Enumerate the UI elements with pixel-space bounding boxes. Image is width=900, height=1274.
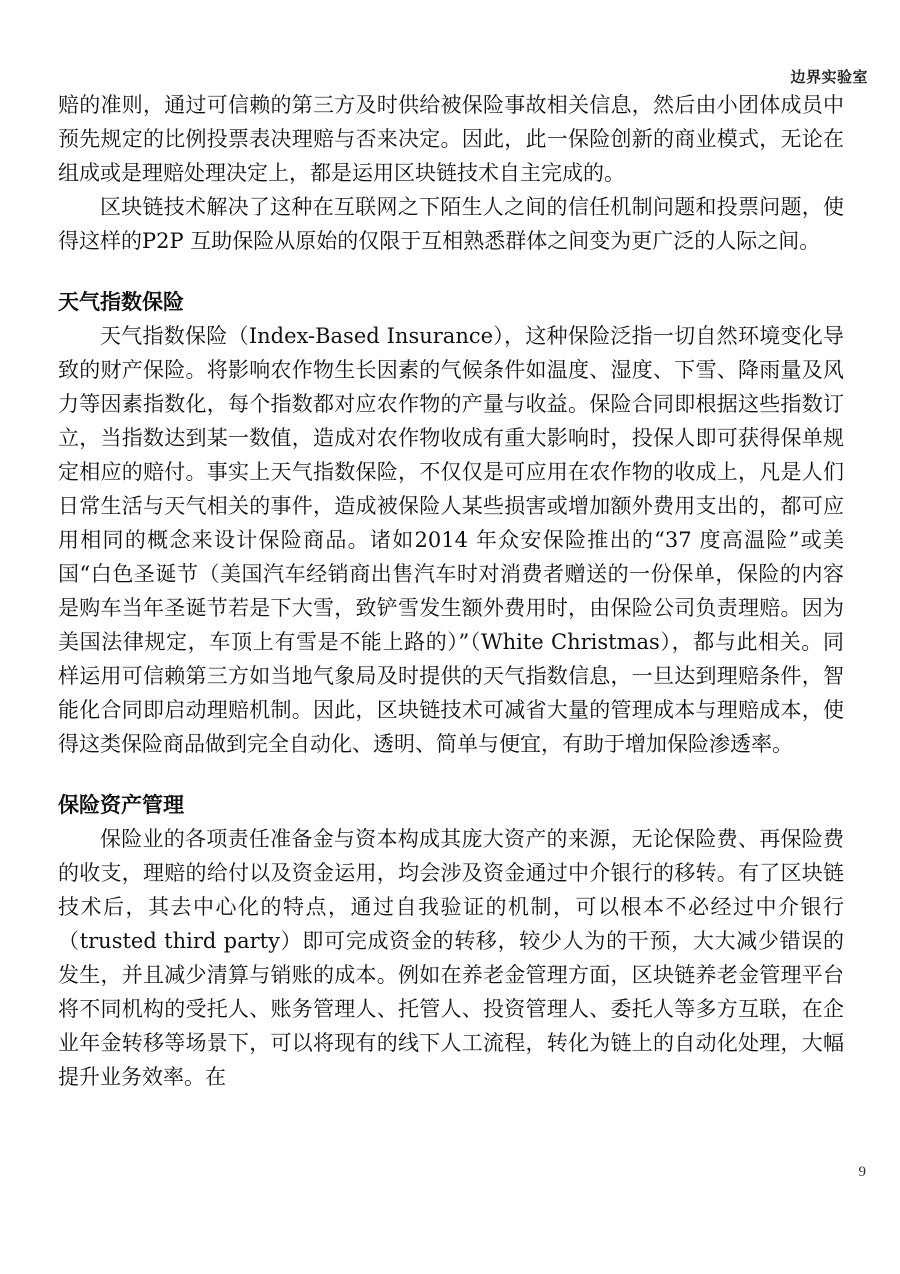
spacer	[58, 761, 844, 788]
document-body	[58, 88, 844, 1094]
paragraph-blockchain-trust: 区块链技术解决了这种在互联网之下陌生人之间的信任机制问题和投票问题，使得这样的P2P 互助保险从原始的仅限于互相熟悉群体之间变为更广泛的人际之间。	[58, 195, 844, 253]
section-heading-weather-index: 天气指数保险	[58, 290, 184, 314]
section-heading-asset-management: 保险资产管理	[58, 793, 184, 817]
spacer	[58, 258, 844, 285]
paragraph-weather-index: 天气指数保险（Index-Based Insurance），这种保险泛指一切自然环境变化导致的财产保险。将影响农作物生长因素的气候条件如温度、湿度、下雪、降雨量及风力等因素指数化，每个指数都对应农作物的产量与收益。保险合同即根据这些指数订立，当指数达到某一数值，造成对农作物收成有重大影响时，投保人即可获得保单规定相应的赔付。事实上天气指数保险，不仅仅是可应用在农作物的收成上，凡是人们日常生活与天气相关的事件，造成被保险人某些损害或增加额外费用支出的，都可应用相同的概念来设计保险商品。诸如2014 年众安保险推出的“37 度高温险”或美国“白色圣诞节（美国汽车经销商出售汽车时对消费者赠送的一份保单，保险的内容是购车当年圣诞节若是下大雪，致铲雪发生额外费用时，由保险公司负责理赔。因为美国法律规定，车顶上有雪是不能上路的）”（White Christmas），都与此相关。同样运用可信赖第三方如当地气象局及时提供的天气指数信息，一旦达到理赔条件，智能化合同即启动理赔机制。因此，区块链技术可减省大量的管理成本与理赔成本，使得这类保险商品做到完全自动化、透明、简单与便宜，有助于增加保险渗透率。	[58, 324, 844, 756]
page-number: 9	[858, 1164, 866, 1180]
paragraph-continued: 赔的准则，通过可信赖的第三方及时供给被保险事故相关信息，然后由小团体成员中预先规定的比例投票表决理赔与否来决定。因此，此一保险创新的商业模式，无论在组成或是理赔处理决定上，都是运用区块链技术自主完成的。	[58, 93, 844, 185]
paragraph-asset-management: 保险业的各项责任准备金与资本构成其庞大资产的来源，无论保险费、再保险费的收支，理赔的给付以及资金运用，均会涉及资金通过中介银行的移转。有了区块链技术后，其去中心化的特点，通过自我验证的机制，可以根本不必经过中介银行（trusted third party）即可完成资金的转移，较少人为的干预，大大减少错误的发生，并且减少清算与销账的成本。例如在养老金管理方面，区块链养老金管理平台将不同机构的受托人、账务管理人、托管人、投资管理人、委托人等多方互联，在企业年金转移等场景下，可以将现有的线下人工流程，转化为链上的自动化处理，大幅提升业务效率。在	[58, 827, 844, 1089]
brand-logo: 边界实验室	[790, 68, 868, 86]
